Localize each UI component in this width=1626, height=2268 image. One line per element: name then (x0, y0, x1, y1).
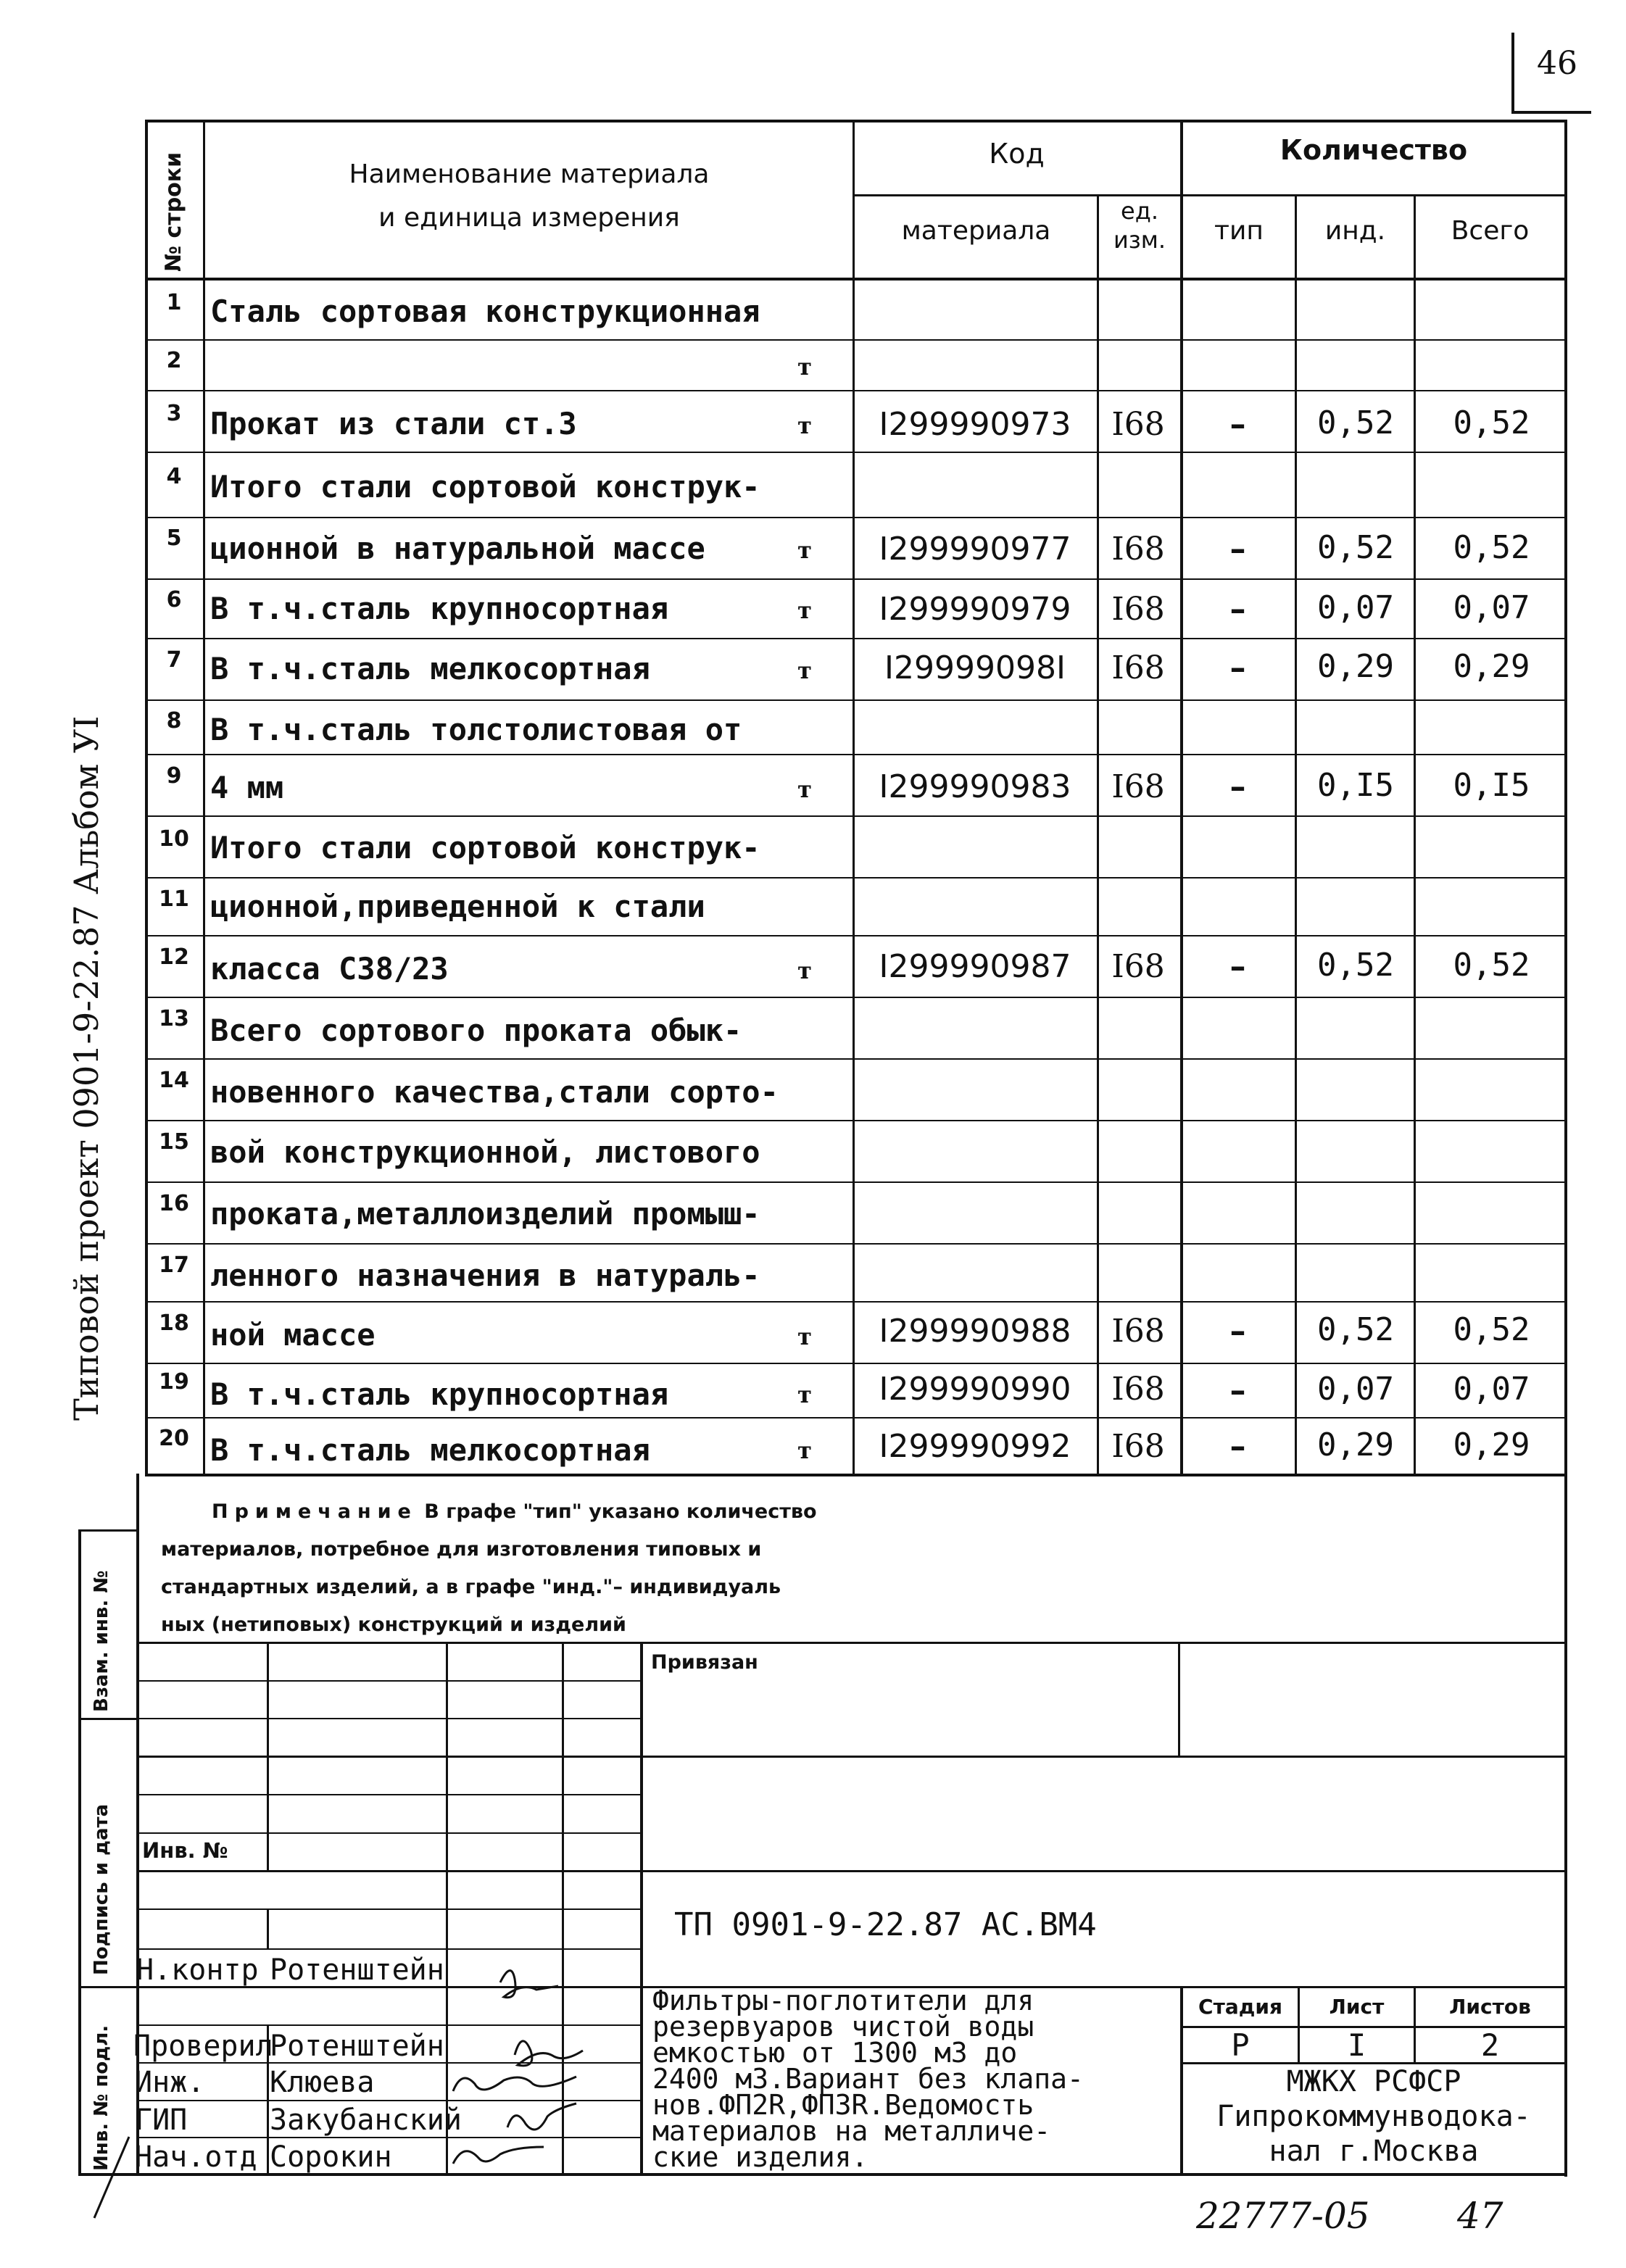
title-line: материалов на металличе- (652, 2115, 1051, 2147)
note-line1: В графе "тип" указано количество (424, 1500, 817, 1523)
row-number: 17 (159, 1253, 189, 1278)
row-name: Сталь сортовая конструкционная (210, 294, 760, 329)
row-ind: 0,07 (1317, 589, 1394, 626)
row-total: 0,52 (1453, 1311, 1530, 1348)
row-number: 2 (166, 348, 182, 373)
row-number: 12 (159, 944, 189, 970)
row-unit-code: I68 (1111, 531, 1165, 568)
row-ind: 0,I5 (1317, 767, 1394, 804)
title-line: Фильтры-поглотители для (652, 1985, 1034, 2016)
header-quantity: Количество (1279, 134, 1468, 166)
nach-role: Нач.отд (135, 2140, 257, 2174)
row-type: – (1229, 948, 1246, 985)
vzam-inv-label: Взам. инв. № (91, 1570, 112, 1712)
row-type: – (1229, 1313, 1246, 1350)
proveril-role: Проверил (133, 2030, 273, 2063)
org-line: Гипрокоммунводока- (1216, 2100, 1531, 2133)
row-number: 11 (159, 886, 189, 912)
row-number: 3 (166, 401, 182, 426)
row-unit-code: I68 (1111, 649, 1165, 686)
row-type: – (1229, 1428, 1246, 1465)
row-number: 7 (166, 647, 182, 673)
row-unit-code: I68 (1111, 406, 1165, 443)
row-name: проката,металлоизделий промыш- (210, 1196, 760, 1231)
row-ind: 0,52 (1317, 529, 1394, 566)
sheets-value: 2 (1480, 2027, 1500, 2063)
row-name: ной массе (210, 1317, 376, 1353)
org-line: нал г.Москва (1269, 2135, 1479, 2168)
row-unit-code: I68 (1111, 948, 1165, 985)
row-number: 15 (159, 1129, 189, 1155)
row-number: 19 (159, 1369, 189, 1395)
header-ind: инд. (1324, 216, 1386, 246)
stray-diagonal-line (94, 2137, 129, 2218)
row-number: 18 (159, 1310, 189, 1336)
organization (1183, 2064, 1564, 2169)
row-name: В т.ч.сталь толстолистовая от (210, 712, 742, 747)
footer-page: 47 (1457, 2195, 1503, 2237)
org-line: МЖКХ РСФСР (1286, 2065, 1461, 2098)
row-total: 0,07 (1453, 589, 1530, 626)
nach-name: Сорокин (270, 2140, 392, 2174)
signature-nach (453, 2147, 544, 2164)
row-type: – (1229, 649, 1246, 686)
title-line: резервуаров чистой воды (652, 2011, 1034, 2043)
row-number: 4 (166, 464, 182, 489)
row-number: 10 (159, 826, 189, 852)
row-number: 6 (166, 587, 182, 612)
row-number: 16 (159, 1191, 189, 1216)
row-unit: т (797, 536, 812, 564)
header-material: материала (901, 216, 1051, 246)
row-total: 0,52 (1453, 529, 1530, 566)
row-unit-code: I68 (1111, 1313, 1165, 1350)
row-total: 0,52 (1453, 947, 1530, 984)
row-total: 0,52 (1453, 404, 1530, 441)
title-line: ские изделия. (652, 2141, 868, 2173)
row-number: 5 (166, 526, 182, 551)
row-ind: 0,29 (1317, 648, 1394, 685)
header-unit-line1: ед. (1121, 197, 1158, 225)
row-code: I299990992 (879, 1428, 1071, 1465)
header-unit-line2: изм. (1113, 226, 1166, 254)
row-unit: т (797, 1381, 812, 1408)
side-title: Типовой проект 0901-9-22.87 Альбом УI (67, 715, 106, 1421)
row-code: I299990973 (879, 406, 1071, 443)
document-code: ТП 0901-9-22.87 АС.ВМ4 (674, 1906, 1097, 1943)
row-name: Итого стали сортовой конструк- (210, 469, 760, 504)
header-row-no: № строки (161, 151, 186, 272)
row-number: 8 (166, 708, 182, 734)
row-ind: 0,07 (1317, 1371, 1394, 1408)
n-kontr-name: Ротенштейн (270, 1953, 444, 1987)
gip-name: Закубанский (270, 2103, 462, 2137)
stage-label: Стадия (1198, 1995, 1282, 2019)
row-name: 4 мм (210, 770, 284, 805)
n-kontr-role: Н.контр (136, 1953, 259, 1987)
signature-proveril (515, 2041, 583, 2066)
row-total: 0,I5 (1453, 767, 1530, 804)
row-number: 9 (166, 763, 182, 789)
row-total: 0,29 (1453, 648, 1530, 685)
header-code: Код (989, 138, 1045, 170)
row-name: В т.ч.сталь мелкосортная (210, 651, 650, 686)
row-ind: 0,29 (1317, 1426, 1394, 1463)
note-line3: стандартных изделий, а в графе "инд."– индивидуаль (161, 1576, 781, 1598)
row-name: Прокат из стали ст.3 (210, 406, 577, 441)
row-number: 1 (166, 290, 182, 315)
note-line2: материалов, потребное для изготовления типовых и (161, 1538, 762, 1561)
inzh-name: Клюева (270, 2066, 375, 2099)
row-name: Итого стали сортовой конструк- (210, 830, 760, 865)
signature-gip (507, 2103, 576, 2130)
row-unit-code: I68 (1111, 768, 1165, 805)
drawing-title (652, 1985, 1084, 2173)
proveril-name: Ротенштейн (270, 2030, 444, 2063)
row-type: – (1229, 531, 1246, 568)
row-name: ционной,приведенной к стали (210, 889, 705, 924)
title-line: емкостью от 1300 м3 до (652, 2037, 1018, 2069)
row-unit: т (797, 597, 812, 624)
row-unit-code: I68 (1111, 1371, 1165, 1408)
note-line4: ных (нетиповых) конструкций и изделий (161, 1613, 626, 1636)
row-name: Всего сортового проката обык- (210, 1013, 742, 1048)
row-total: 0,07 (1453, 1371, 1530, 1408)
row-code: I299990987 (879, 948, 1071, 985)
row-type: – (1229, 406, 1246, 443)
row-code: I299990979 (879, 591, 1071, 628)
row-unit-code: I68 (1111, 1428, 1165, 1465)
row-unit-code: I68 (1111, 591, 1165, 628)
row-number: 20 (159, 1426, 189, 1451)
row-unit: т (797, 657, 812, 684)
row-total: 0,29 (1453, 1426, 1530, 1463)
gip-role: ГИП (135, 2103, 188, 2137)
row-name: В т.ч.сталь крупносортная (210, 1376, 669, 1412)
stage-value: Р (1231, 2027, 1250, 2063)
row-name: В т.ч.сталь мелкосортная (210, 1432, 650, 1468)
title-line: 2400 м3.Вариант без клапа- (652, 2063, 1084, 2095)
row-number: 14 (159, 1068, 189, 1093)
row-ind: 0,52 (1317, 1311, 1394, 1348)
header-total: Всего (1451, 216, 1530, 246)
row-unit: т (797, 1323, 812, 1350)
row-type: – (1229, 768, 1246, 805)
row-unit: т (797, 776, 812, 803)
inv-no-label: Инв. № (142, 1838, 228, 1863)
row-number: 13 (159, 1006, 189, 1031)
row-code: I299990990 (879, 1371, 1071, 1408)
row-code: I299990977 (879, 531, 1071, 568)
row-unit: т (797, 353, 812, 381)
inv-podl-label: Инв. № подл. (91, 2024, 112, 2171)
page-number: 46 (1537, 45, 1577, 82)
signature-n-kontr (500, 1971, 558, 1998)
row-name: ленного назначения в натураль- (210, 1258, 760, 1293)
sheet-value: I (1347, 2027, 1366, 2063)
row-code: I299990988 (879, 1313, 1071, 1350)
row-ind: 0,52 (1317, 404, 1394, 441)
row-name: ционной в натуральной массе (210, 531, 705, 566)
row-unit: т (797, 957, 812, 984)
header-type: тип (1214, 216, 1264, 246)
header-name-line1: Наименование материала (349, 159, 710, 189)
footer-number: 22777-05 (1196, 2195, 1370, 2237)
row-code: I29999098I (884, 649, 1066, 686)
note-label: Примечание (212, 1500, 418, 1523)
row-type: – (1229, 591, 1246, 628)
row-type: – (1229, 1372, 1246, 1409)
row-unit: т (797, 412, 812, 439)
title-line: нов.ФП2R,ФП3R.Ведомость (652, 2089, 1034, 2121)
sheet-label: Лист (1329, 1995, 1385, 2019)
row-name: новенного качества,стали сорто- (210, 1074, 779, 1110)
row-code: I299990983 (879, 768, 1071, 805)
row-name: вой конструкционной, листового (210, 1134, 760, 1170)
podpis-data-label: Подпись и дата (91, 1803, 112, 1975)
row-ind: 0,52 (1317, 947, 1394, 984)
row-unit: т (797, 1437, 812, 1464)
privyazan-label: Привязан (651, 1651, 758, 1674)
inzh-role: Инж. (135, 2066, 205, 2099)
row-name: класса С38/23 (210, 951, 449, 986)
header-name-line2: и единица измерения (378, 203, 680, 233)
signature-inzh (453, 2077, 576, 2091)
row-name: В т.ч.сталь крупносортная (210, 591, 669, 626)
sheets-label: Листов (1449, 1995, 1531, 2019)
